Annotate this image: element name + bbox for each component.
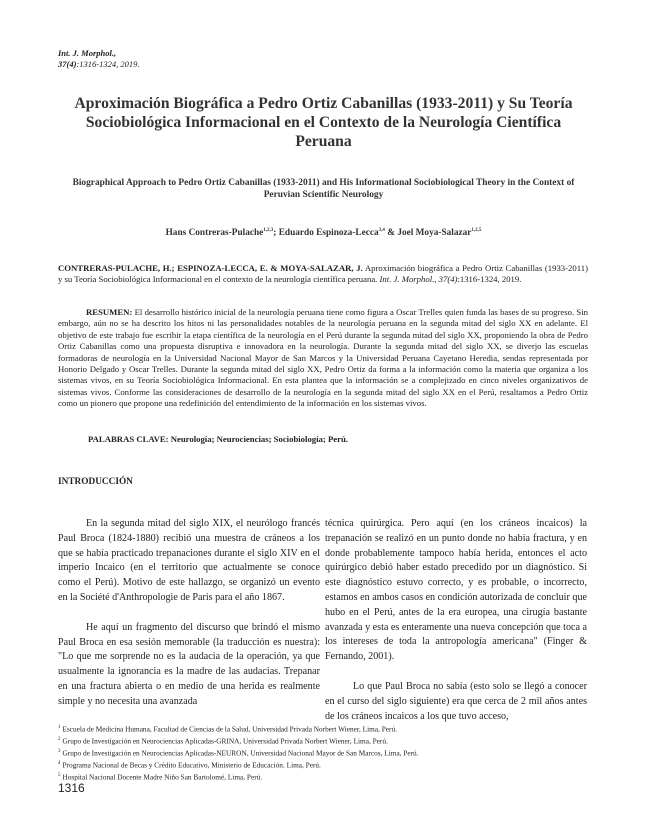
footnote-text: Grupo de Investigación en Neurociencias Aplicadas-GRINA, Universidad Privada Norbert Wiener, Lima, Perú. [62, 736, 388, 746]
paragraph: Lo que Paul Broca no sabía (esto solo se llegó a conocer en el curso del siglo siguiente) era que cerca de 2 mil años antes de los cráneos incaicos a los que tuvo acceso, [325, 680, 587, 722]
footnote-number: 2 [58, 737, 61, 743]
section-heading: INTRODUCCIÓN [58, 477, 133, 487]
abstract-text: El desarrollo histórico inicial de la neurología peruana tiene como figura a Oscar Trelles quien funda las bases de su progreso. Sin embargo, aún no se ha descrito los hitos ni las personalidades notables de la neurología peruana en la segunda mitad del siglo XX en adelante. El objetivo de este trabajo fue escribir la etapa científica de la neurología en el Perú durante la segunda mitad del siglo XX, proponiendo la obra de Pedro Ortiz Cabanillas como una propuesta disruptiva e innovadora en la neurología. Durante la segunda mitad del siglo XX, se diverjo las escuelas formadoras de neurología en la Universidad Nacional Mayor de San Marcos y la Universidad Peruana Cayetano Heredia, sendas representada por Honorio Delgado y Oscar Trelles. Durante la segunda mitad del siglo XX, Pedro Ortiz da forma a la información como la materia que organiza a los sistemas vivos, en su Teoría Sociobiológica Informacional. En esta plantea que la información se a complejizado en cinco niveles organizativos de sistemas vivos. Conforme las consideraciones de desarrollo de la neurología en la segunda mitad del siglo XX en el Perú, resaltamos a Pedro Ortiz como un pionero que propone una redefinición del entendimiento de la información en los sistemas vivos. [58, 307, 588, 409]
left-column [58, 517, 320, 725]
page-number: 1316 [58, 781, 85, 795]
title-english: Biographical Approach to Pedro Ortiz Cabanillas (1933-2011) and His Informational Sociobiological Theory in the Context of Peruvian Scientific Neurology [72, 178, 575, 200]
footnote [58, 747, 588, 759]
title-spanish: Aproximación Biográfica a Pedro Ortiz Cabanillas (1933-2011) y Su Teoría Sociobiológica Informacional en el Contexto de la Neurología Científica Peruana [74, 95, 573, 150]
author-separator: ; [273, 228, 279, 239]
footnotes [58, 723, 588, 783]
author-name: Joel Moya-Salazar [397, 228, 472, 239]
footnote-number: 5 [58, 773, 61, 779]
footnote [58, 759, 588, 771]
footnote-number: 4 [58, 761, 61, 767]
journal-pages-year: :1316-1324, 2019. [76, 59, 140, 69]
author-affiliation: 1,2,5 [471, 228, 482, 233]
journal-name: Int. J. Morphol., [58, 48, 117, 58]
author-separator: & [384, 228, 398, 239]
author-name: Hans Contreras-Pulache [165, 228, 264, 239]
journal-volume: 37(4) [58, 59, 77, 69]
footnote-text: Escuela de Medicina Humana, Facultad de Ciencias de la Salud, Universidad Privada Norbert Wiener, Lima, Perú. [62, 724, 397, 734]
footnote-text: Hospital Nacional Docente Madre Niño San Bartolomé, Lima, Perú. [62, 772, 263, 782]
citation-text: Aproximación biográfica a Pedro Ortiz Cabanillas (1933-2011) y su Teoría Sociobiológica Informacional en el contexto de la neurología científica peruana. [58, 263, 588, 285]
footnote-number: 1 [58, 725, 61, 730]
footnote-number: 3 [58, 749, 61, 755]
paragraph: técnica quirúrgica. Pero aquí (en los cráneos incaicos) la trepanación se realizó en un punto donde no había fractura, y en donde probablemente tampoco había herida, entonces el acto quirúrgico debió haber estado precedido por un diagnóstico. Si este diagnóstico estuvo correcto, y es probable, o incorrecto, estamos en ambos casos en condición autorizada de concluir que hubo en el Perú, antes de la era europea, una cirugía bastante avanzada y esta es enteramente una nueva concepción que toca a los intereses de toda la antropología americana" (Finger & Fernando, 2001). [325, 518, 587, 663]
footnote [58, 771, 588, 783]
abstract [58, 307, 588, 410]
footnote [58, 723, 588, 735]
paragraph: He aquí un fragmento del discurso que brindó el mismo Paul Broca en esa sesión memorable (la traducción es nuestra): "Lo que me sorprende no es la audacia de la operación, ya que usualmente la ignorancia es la madre de las audacias. Trepanar en una fractura abierta o en medio de una herida es realmente simple y no necesita una avanzada [58, 621, 320, 707]
citation-pages: :1316-1324, 2019. [457, 274, 522, 285]
author-affiliation: 1,2,3 [263, 228, 274, 233]
footnote [58, 735, 588, 747]
author-affiliation: 3,4 [378, 228, 385, 233]
footnote-text: Grupo de Investigación en Neurociencias Aplicadas-NEURON, Universidad Nacional Mayor de San Marcos, Lima, Perú. [62, 748, 419, 758]
abstract-label: RESUMEN: [86, 307, 133, 317]
journal-header [58, 48, 139, 70]
right-column [325, 517, 587, 739]
footnote-text: Programa Nacional de Becas y Crédito Educativo, Ministerio de Educación. Lima, Perú. [62, 760, 321, 770]
citation-authors: CONTRERAS-PULACHE, H.; ESPINOZA-LECCA, E. & MOYA-SALAZAR, J. [58, 263, 363, 273]
author-list [60, 228, 587, 238]
citation-journal: Int. J. Morphol., 37(4) [377, 274, 458, 285]
keywords: PALABRAS CLAVE: Neurología; Neurociencias; Sociobiología; Perú. [88, 434, 348, 444]
author-name: Eduardo Espinoza-Lecca [278, 228, 379, 239]
paragraph: En la segunda mitad del siglo XIX, el neurólogo francés Paul Broca (1824-1880) recibió una muestra de cráneos a los que se había practicado trepanaciones durante el siglo XIV en el imperio Incaico (en el territorio que actualmente se conoce como el Perú). Motivo de este hallazgo, se organizó un evento en la Société d'Anthropologie de Paris para el año 1867. [58, 518, 320, 603]
citation [58, 263, 588, 286]
